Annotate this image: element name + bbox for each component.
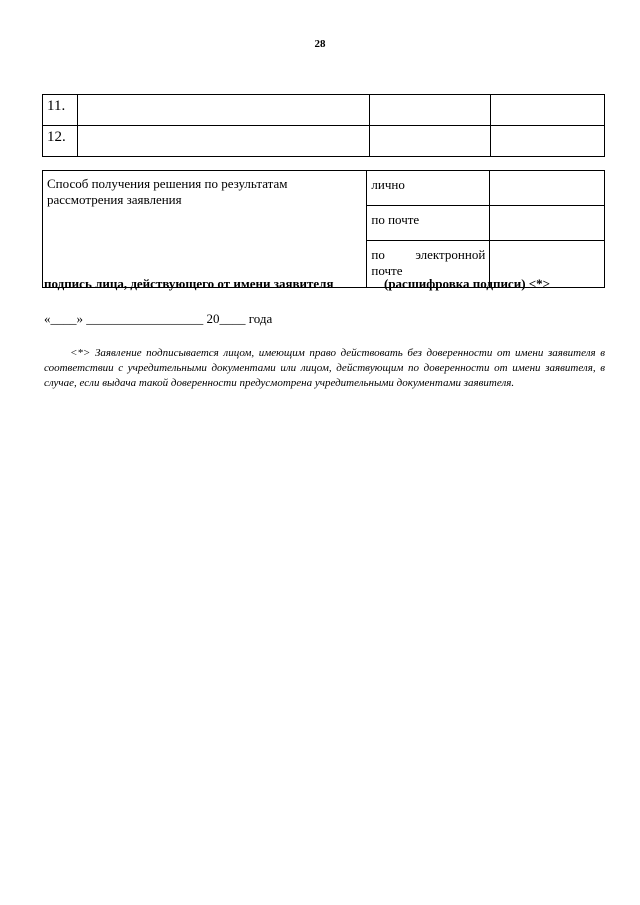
option-by-mail: по почте	[367, 206, 490, 241]
decision-method-label: Способ получения решения по результатам рассмотрения заявления	[43, 171, 367, 288]
table-cell	[491, 95, 605, 126]
page-number: 28	[314, 38, 326, 50]
signer-signature-label: подпись лица, действующего от имени заявителя	[44, 276, 334, 291]
option-electronic-word: электронной	[415, 247, 486, 262]
signature-decoding-label: (расшифровка подписи) <*>	[384, 276, 551, 291]
table-row	[43, 126, 605, 157]
table-cell	[491, 126, 605, 157]
footnote: <*> Заявление подписывается лицом, имеющим право действовать без доверенности от имени заявителя в соответствии с учредительными документами или лицом, действующим по доверенности от имени заявителя, в случае, если выдача такой доверенности предусмотрена учредительными документами заявителя.	[44, 347, 605, 389]
row-number: 11.	[43, 95, 78, 126]
option-by-mail-checkbox[interactable]	[490, 206, 605, 241]
option-in-person-checkbox[interactable]	[490, 171, 605, 206]
table-cell	[77, 95, 369, 126]
option-electronic-word: почте	[371, 263, 403, 278]
table-cell	[369, 95, 491, 126]
decision-method-table	[42, 170, 605, 288]
row-number: 12.	[43, 126, 78, 157]
date-line: «____» __________________ 20____ года	[44, 311, 273, 326]
signature-line	[44, 276, 551, 292]
option-in-person: лично	[367, 171, 490, 206]
table-cell	[77, 126, 369, 157]
items-table	[42, 94, 605, 157]
table-cell	[369, 126, 491, 157]
table-row	[43, 95, 605, 126]
option-electronic-word: по	[371, 247, 385, 262]
